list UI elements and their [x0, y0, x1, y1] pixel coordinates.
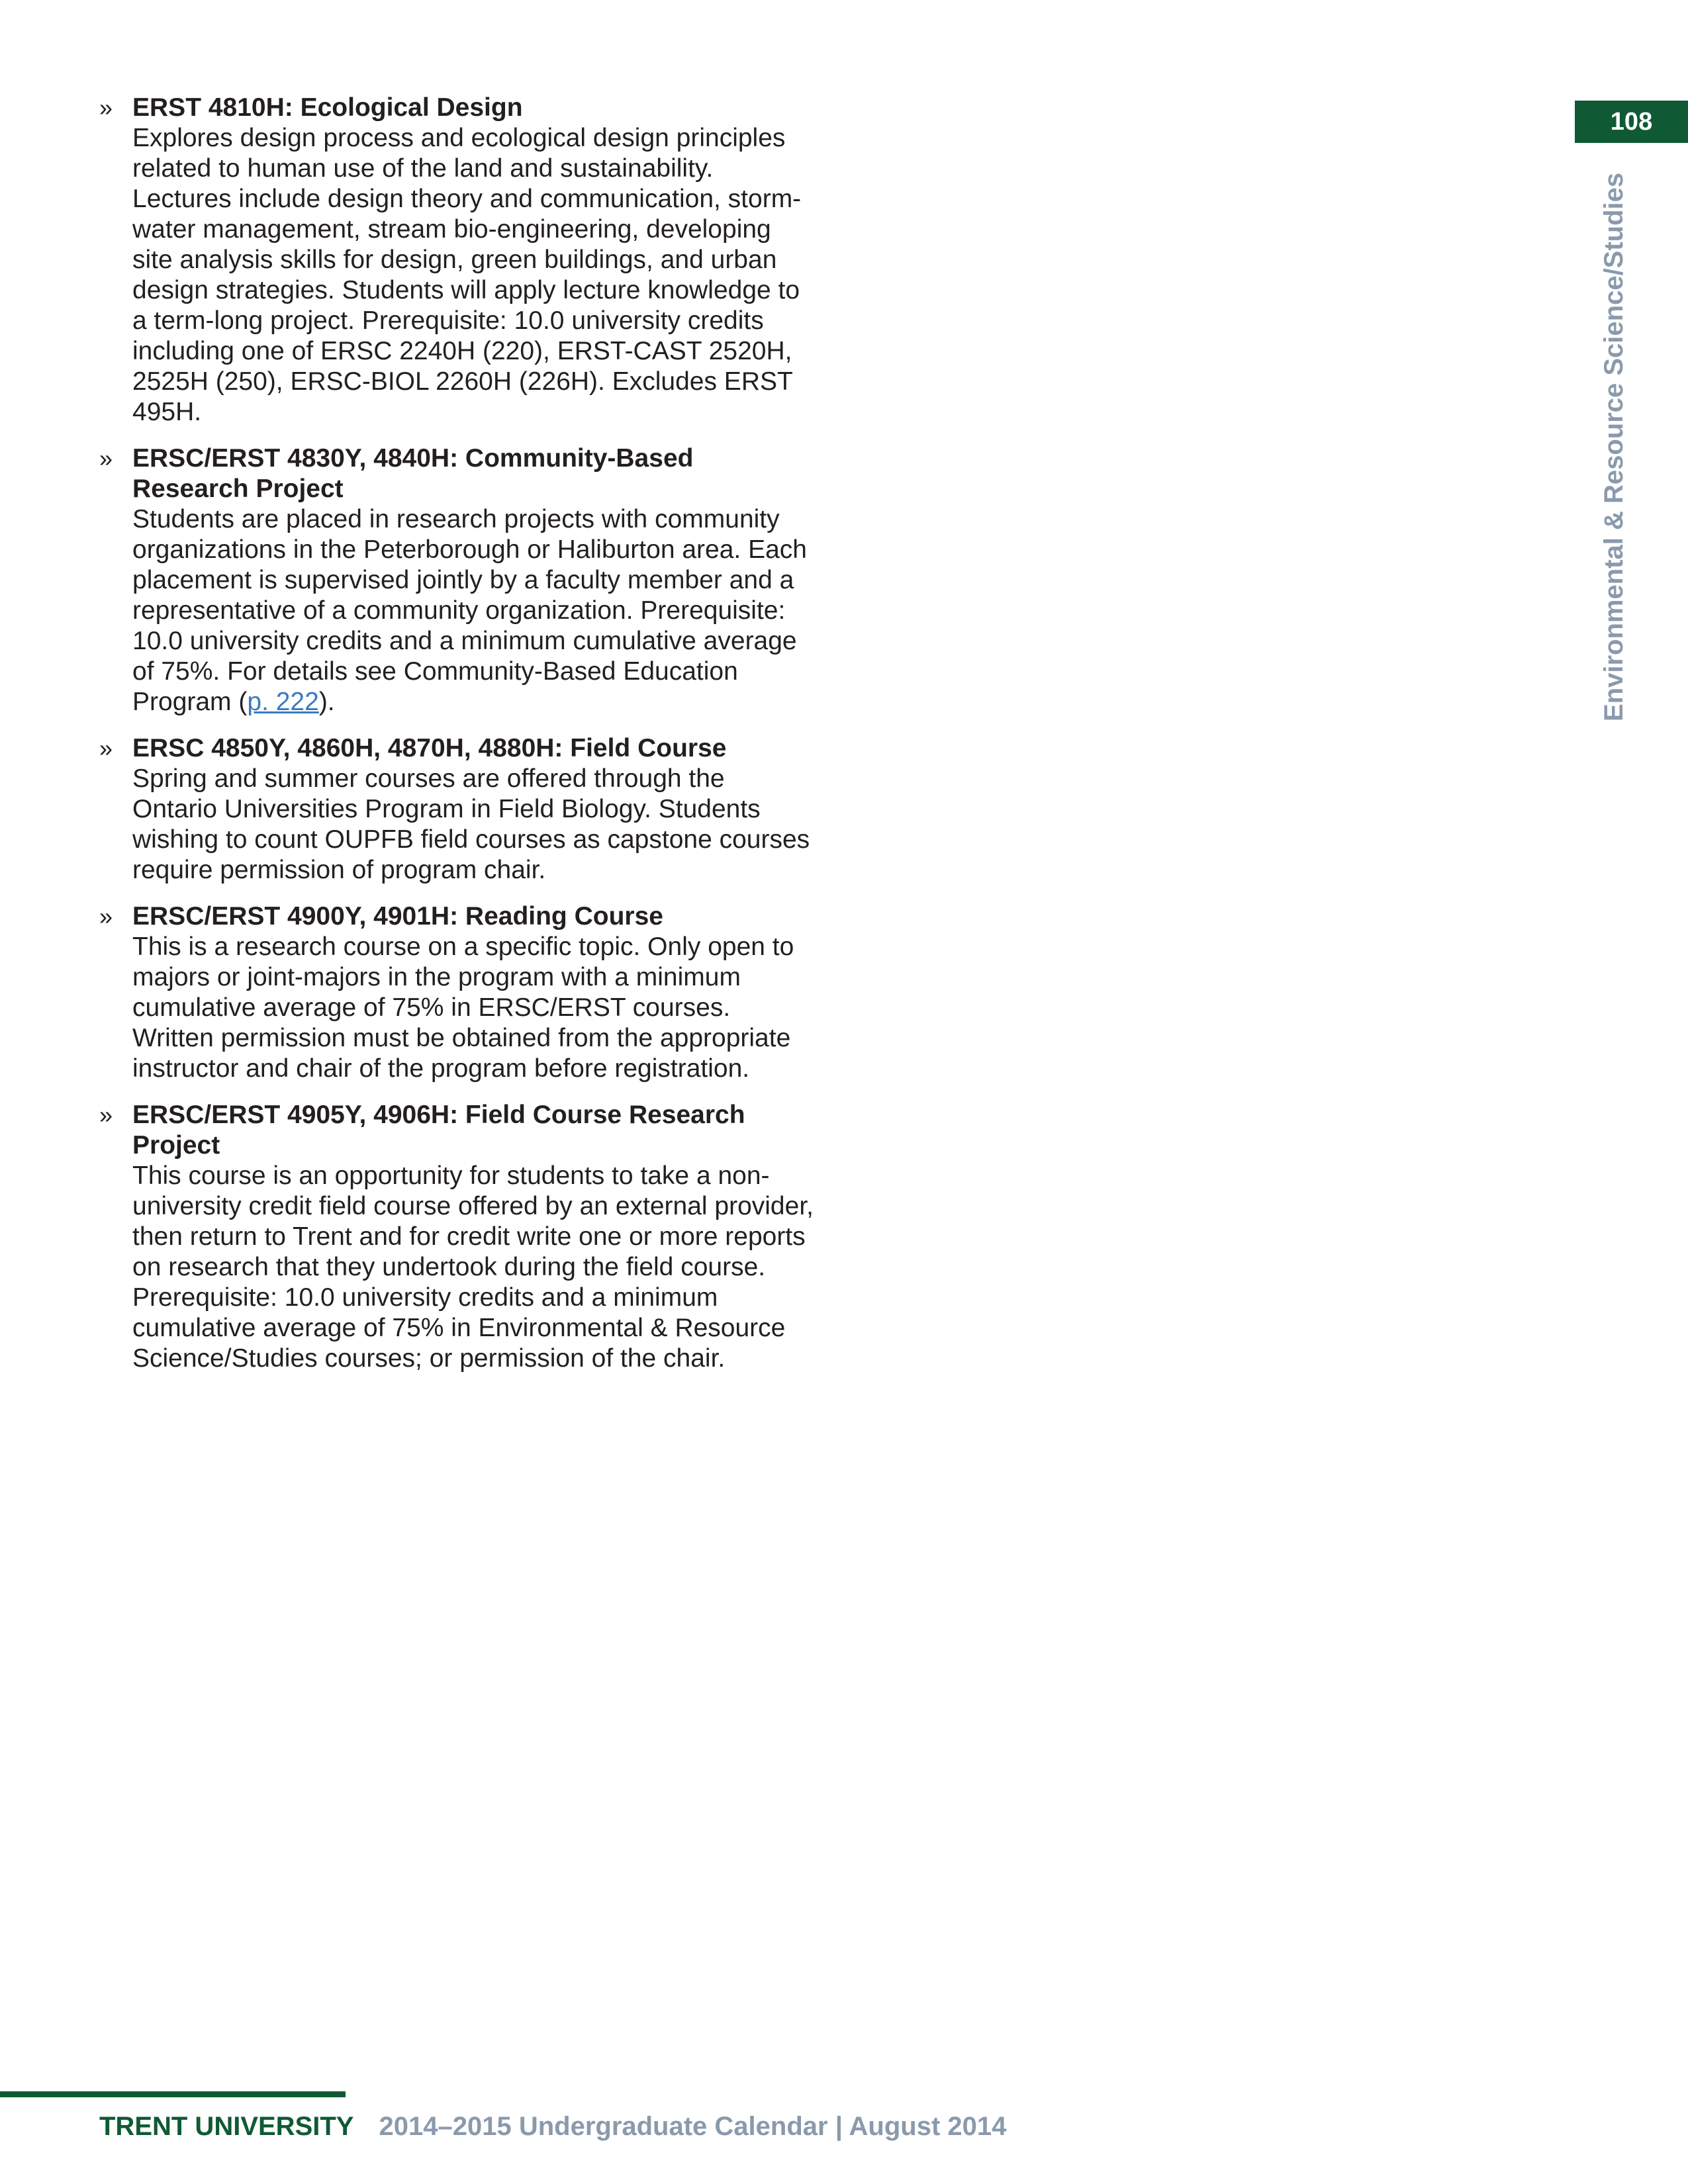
course-title: ERSC 4850Y, 4860H, 4870H, 4880H: Field Course [132, 734, 727, 762]
course-list [99, 93, 814, 1390]
course-description-end: ). [318, 688, 335, 716]
footer-university: TRENT UNIVERSITY [99, 2112, 354, 2141]
course-title: ERSC/ERST 4905Y, 4906H: Field Course Research Project [132, 1101, 745, 1160]
course-title: ERST 4810H: Ecological Design [132, 93, 523, 122]
footer-calendar: 2014–2015 Undergraduate Calendar | August 2014 [379, 2112, 1007, 2141]
course-body [132, 901, 814, 1084]
course-description-text: Students are placed in research projects with community organizations in the Peterborough or Haliburton area. Each placement is supervised jointly by a faculty member and a representative of a community organization. Prerequisite: 10.0 university credits and a minimum cumulative average of 75%. For details see Community-Based Education Program ( [132, 505, 807, 716]
course-body [132, 1100, 814, 1374]
course-entry [99, 443, 814, 717]
course-description: Spring and summer courses are offered through the Ontario Universities Program in Field Biology. Students wishing to count OUPFB field courses as capstone courses require permission of program chair. [132, 764, 810, 884]
course-entry [99, 1100, 814, 1374]
bullet-marker: » [99, 735, 113, 762]
course-title: ERSC/ERST 4900Y, 4901H: Reading Course [132, 902, 663, 931]
course-body [132, 443, 814, 717]
course-description [132, 504, 814, 717]
bullet-marker: » [99, 94, 113, 121]
section-side-title: Environmental & Resource Science/Studies [1599, 172, 1628, 721]
course-body [132, 93, 814, 428]
page-number-tab: 108 [1575, 101, 1688, 143]
course-description: Explores design process and ecological design principles related to human use of the land and sustainability. Lectures include design theory and communication, storm-water management, stream bio-engineering, developing site analysis skills for design, green buildings, and urban design strategies. Students will apply lecture knowledge to a term-long project. Prerequisite: 10.0 university credits including one of ERSC 2240H (220), ERST-CAST 2520H, 2525H (250), ERSC-BIOL 2260H (226H). Excludes ERST 495H. [132, 124, 802, 426]
footer-rule [0, 2091, 346, 2097]
course-entry [99, 901, 814, 1084]
course-description: This is a research course on a specific topic. Only open to majors or joint-majors in the program with a minimum cumulative average of 75% in ERSC/ERST courses. Written permission must be obtained from the appropriate instructor and chair of the program before registration. [132, 933, 794, 1083]
course-entry [99, 733, 814, 886]
bullet-marker: » [99, 1101, 113, 1128]
page-reference-link[interactable]: p. 222 [247, 688, 319, 716]
bullet-marker: » [99, 445, 113, 472]
footer [99, 2110, 1006, 2143]
course-body [132, 733, 814, 886]
course-description: This course is an opportunity for students to take a non-university credit field course offered by an external provider, then return to Trent and for credit write one or more reports on research that they undertook during the field course. Prerequisite: 10.0 university credits and a minimum cumulative average of 75% in Environmental & Resource Science/Studies courses; or permission of the chair. [132, 1161, 814, 1373]
course-entry [99, 93, 814, 428]
bullet-marker: » [99, 903, 113, 930]
course-title: ERSC/ERST 4830Y, 4840H: Community-Based Research Project [132, 444, 694, 503]
